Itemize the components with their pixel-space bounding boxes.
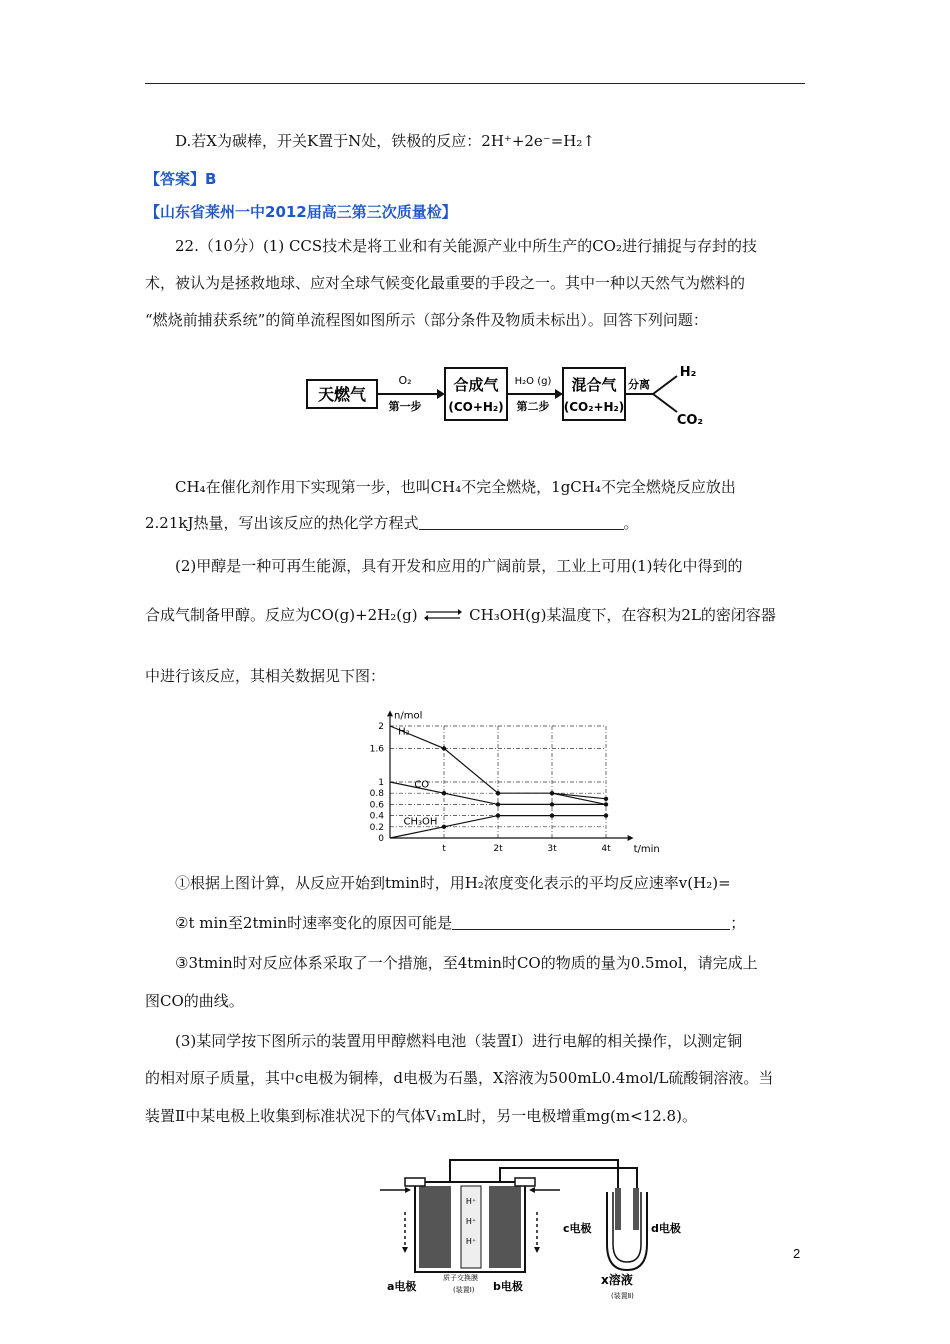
series-label-1: CO <box>414 779 430 791</box>
flow-branch-down <box>653 394 677 412</box>
series-label-0: H₂ <box>398 726 410 738</box>
label-x-solution: x溶液 <box>601 1273 633 1287</box>
electrode-a-plate <box>419 1186 451 1268</box>
option-d: D.若X为碳棒，开关K置于N处，铁极的反应：2H⁺+2e⁻=H₂↑ <box>175 132 595 150</box>
series-point-0 <box>604 797 608 801</box>
electrode-d <box>633 1188 639 1230</box>
x-tick-label: 3t <box>547 844 557 854</box>
label-a-electrode: a电极 <box>387 1280 417 1293</box>
series-extra-line <box>552 793 606 804</box>
flow-arrow2-top: H₂O (g) <box>514 376 552 387</box>
label-d-electrode: d电极 <box>651 1222 681 1235</box>
x-axis-label: t/min <box>633 844 660 855</box>
sub-q2-text: ②t min至2tmin时速率变化的原因可能是 <box>175 914 453 932</box>
series-label-2: CH₃OH <box>403 816 438 828</box>
y-tick-label: 0 <box>378 834 384 844</box>
y-tick-label: 0.4 <box>369 811 384 822</box>
page-number: 2 <box>793 1246 801 1261</box>
x-tick-label: t <box>442 844 446 854</box>
x-tick-label: 2t <box>493 844 503 854</box>
series-point-2 <box>604 813 608 817</box>
flow-split-text: 分离 <box>628 378 650 391</box>
electrolysis-apparatus <box>375 1152 705 1302</box>
p2-line3: 中进行该反应，其相关数据见下图： <box>145 667 386 685</box>
ch4-line2-text: 2.21kJ热量，写出该反应的热化学方程式 <box>145 514 419 532</box>
answer-label: 【答案】B <box>145 170 217 188</box>
x-axis-arrow <box>628 835 634 841</box>
source-label: 【山东省莱州一中2012届高三第三次质量检】 <box>145 203 457 221</box>
series-point-1 <box>442 791 446 795</box>
equilibrium-arrow-icon <box>422 605 464 625</box>
series-point-2 <box>496 813 500 817</box>
sub-q3-line1: ③3tmin时对反应体系采取了一个措施，至4tmin时CO的物质的量为0.5mol，请完成上 <box>175 954 758 972</box>
sub-q3-line2: 图CO的曲线。 <box>145 992 244 1010</box>
ion-label-3: H⁺ <box>465 1237 477 1246</box>
p3-line1: (3)某同学按下图所示的装置用甲醇燃料电池（装置Ⅰ）进行电解的相关操作，以测定铜 <box>175 1032 743 1050</box>
flow-out-h2: H₂ <box>679 365 697 380</box>
series-point-2 <box>550 813 554 817</box>
mol-chart <box>360 710 690 860</box>
p3-line2: 的相对原子质量，其中c电极为铜棒，d电极为石墨，X溶液为500mL0.4mol/L硫酸铜溶液。当 <box>145 1069 774 1087</box>
ch4-line2 <box>145 513 639 533</box>
y-tick-label: 0.2 <box>369 822 384 833</box>
electrode-b-plate <box>489 1186 521 1268</box>
y-tick-label: 0.6 <box>369 800 384 811</box>
flow-arrow2-bottom: 第二步 <box>516 400 550 413</box>
flow-arrow1-bottom: 第一步 <box>388 400 422 413</box>
flow-box3-l2: (CO₂+H₂) <box>563 400 625 414</box>
flow-arrow1-top: O₂ <box>398 374 412 387</box>
flow-box2-l1: 合成气 <box>453 376 499 394</box>
series-point-2 <box>442 825 446 829</box>
sub-q2 <box>175 913 745 933</box>
flow-box1-text: 天燃气 <box>317 385 367 404</box>
y-axis-arrow <box>387 710 393 716</box>
p3-line3: 装置Ⅱ中某电极上收集到标准状况下的气体V₁mL时，另一电极增重mg(m<12.8)。 <box>145 1107 697 1125</box>
p2-line1: (2)甲醇是一种可再生能源，具有开发和应用的广阔前景，工业上可用(1)转化中得到的 <box>175 557 743 575</box>
ion-label-1: H⁺ <box>465 1197 477 1206</box>
x-tick-label: 4t <box>601 844 611 854</box>
q22-line3: “燃烧前捕获系统”的简单流程图如图所示（部分条件及物质未标出）。回答下列问题： <box>145 311 708 329</box>
q22-line1: 22.（10分）(1) CCS技术是将工业和有关能源产业中所生产的CO₂进行捕捉与存封的技 <box>175 237 757 255</box>
series-point-1 <box>496 802 500 806</box>
sub-q2-end: ； <box>730 914 746 932</box>
p2-line2a: 合成气制备甲醇。反应为CO(g)+2H₂(g) <box>145 606 418 624</box>
p2-line2 <box>145 605 776 625</box>
sub-q1: ①根据上图计算，从反应开始到tmin时，用H₂浓度变化表示的平均反应速率v(H₂)= <box>175 874 731 892</box>
y-axis-label: n/mol <box>394 710 423 722</box>
label-device1: (装置Ⅰ) <box>453 1286 475 1294</box>
q22-line2: 术，被认为是拯救地球、应对全球气候变化最重要的手段之一。其中一种以天然气为燃料的 <box>145 274 746 292</box>
ion-label-2: H⁺ <box>465 1217 477 1226</box>
label-device2: (装置Ⅱ) <box>611 1292 634 1300</box>
p2-line2b: CH₃OH(g)某温度下，在容积为2L的密闭容器 <box>469 606 776 624</box>
ch4-line1: CH₄在催化剂作用下实现第一步，也叫CH₄不完全燃烧，1gCH₄不完全燃烧反应放出 <box>175 478 736 496</box>
y-tick-label: 1.6 <box>369 744 384 755</box>
series-point-0 <box>496 791 500 795</box>
y-tick-label: 2 <box>378 722 384 732</box>
label-c-electrode: c电极 <box>563 1222 592 1235</box>
answer-blank-2[interactable] <box>452 915 730 930</box>
y-tick-label: 0.8 <box>369 789 384 800</box>
ch4-line2-end: 。 <box>623 514 639 532</box>
y-tick-label: 1 <box>378 778 384 788</box>
flow-box3-l1: 混合气 <box>571 376 617 394</box>
flow-diagram <box>305 360 725 440</box>
electrode-c <box>615 1188 621 1230</box>
inlet-right <box>515 1178 535 1186</box>
series-point-0 <box>442 746 446 750</box>
flow-box2-l2: (CO+H₂) <box>448 400 504 414</box>
series-point-1 <box>550 802 554 806</box>
inlet-left <box>405 1178 425 1186</box>
flow-branch-up <box>653 376 677 394</box>
header-rule <box>145 83 805 84</box>
label-membrane: 质子交换膜 <box>443 1274 478 1282</box>
flow-arrow2-head <box>555 389 563 399</box>
answer-blank-1[interactable] <box>419 515 624 530</box>
label-b-electrode: b电极 <box>493 1280 523 1293</box>
flow-out-co2: CO₂ <box>676 413 704 428</box>
flow-arrow1-head <box>437 389 445 399</box>
